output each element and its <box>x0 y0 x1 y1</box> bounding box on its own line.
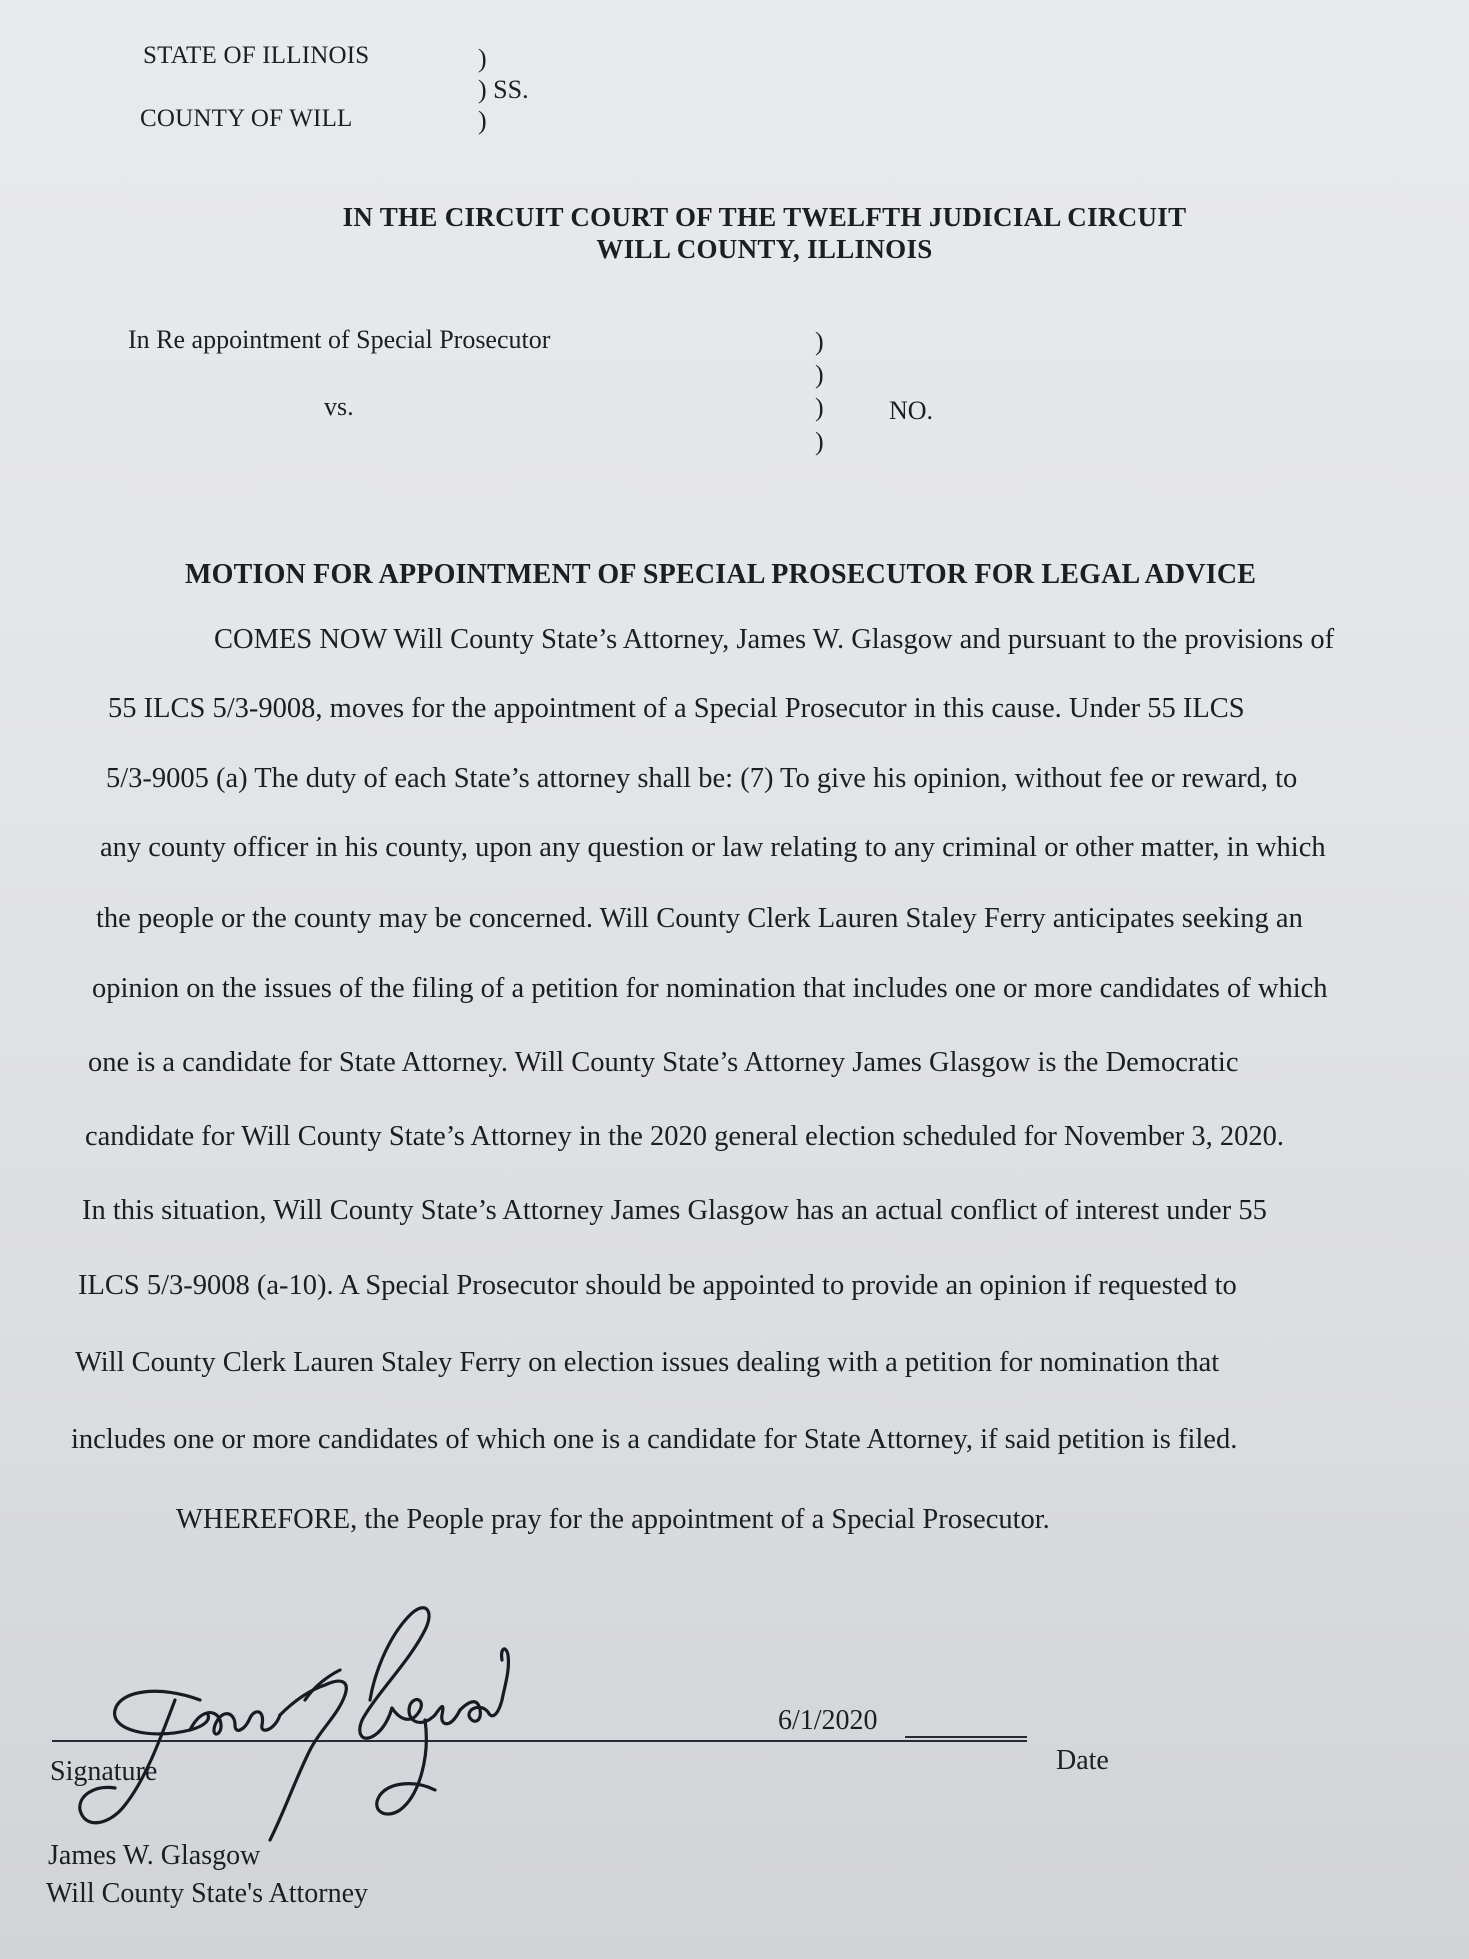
signer-title: Will County State's Attorney <box>46 1878 369 1909</box>
caption-paren-4: ) <box>815 427 824 456</box>
motion-body-line: any county officer in his county, upon any question or law relating to any criminal or other matter, in which <box>100 832 1326 863</box>
caption-case-number-label: NO. <box>889 396 934 425</box>
motion-body-line: 5/3-9005 (a) The duty of each State’s attorney shall be: (7) To give his opinion, without fee or reward, to <box>106 763 1298 794</box>
date-underline <box>905 1736 1027 1738</box>
date-label: Date <box>1056 1745 1109 1776</box>
court-heading-line1: IN THE CIRCUIT COURT OF THE TWELFTH JUDICIAL CIRCUIT <box>342 202 1187 232</box>
caption-paren-3: ) <box>815 393 824 422</box>
caption-paren-1: ) <box>815 327 824 356</box>
motion-body-line: 55 ILCS 5/3-9008, moves for the appointment of a Special Prosecutor in this cause. Under 55 ILCS <box>108 693 1245 724</box>
caption-in-re: In Re appointment of Special Prosecutor <box>128 325 551 354</box>
motion-body-line: COMES NOW Will County State’s Attorney, James W. Glasgow and pursuant to the provisions of <box>214 624 1335 655</box>
court-heading-line2: WILL COUNTY, ILLINOIS <box>596 234 933 264</box>
handwritten-signature <box>40 1590 600 1850</box>
signature-label: Signature <box>50 1756 158 1787</box>
wherefore-clause: WHEREFORE, the People pray for the appointment of a Special Prosecutor. <box>176 1504 1050 1535</box>
motion-body-line: one is a candidate for State Attorney. Will County State’s Attorney James Glasgow is the Democratic <box>88 1047 1239 1078</box>
motion-body-line: Will County Clerk Lauren Staley Ferry on election issues dealing with a petition for nomination that <box>75 1347 1220 1378</box>
venue-county: COUNTY OF WILL <box>140 105 353 132</box>
motion-body-line: candidate for Will County State’s Attorney in the 2020 general election scheduled for November 3, 2020. <box>85 1121 1284 1152</box>
date-value: 6/1/2020 <box>778 1705 878 1736</box>
motion-body-line: the people or the county may be concerned. Will County Clerk Lauren Staley Ferry anticipates seeking an <box>96 903 1303 934</box>
motion-body-line: includes one or more candidates of which one is a candidate for State Attorney, if said petition is filed. <box>71 1424 1238 1455</box>
signer-name: James W. Glasgow <box>48 1840 261 1871</box>
venue-state: STATE OF ILLINOIS <box>143 42 370 69</box>
motion-body-line: opinion on the issues of the filing of a petition for nomination that includes one or more candidates of which <box>92 973 1328 1004</box>
venue-paren-1: ) <box>478 44 487 73</box>
caption-vs: vs. <box>324 392 354 421</box>
motion-title: MOTION FOR APPOINTMENT OF SPECIAL PROSECUTOR FOR LEGAL ADVICE <box>185 559 1257 590</box>
motion-body-line: ILCS 5/3-9008 (a-10). A Special Prosecutor should be appointed to provide an opinion if requested to <box>78 1270 1237 1301</box>
caption-paren-2: ) <box>815 360 824 389</box>
venue-ss: ) SS. <box>478 75 529 104</box>
venue-paren-3: ) <box>478 106 487 135</box>
motion-body-line: In this situation, Will County State’s Attorney James Glasgow has an actual conflict of interest under 55 <box>82 1195 1267 1226</box>
